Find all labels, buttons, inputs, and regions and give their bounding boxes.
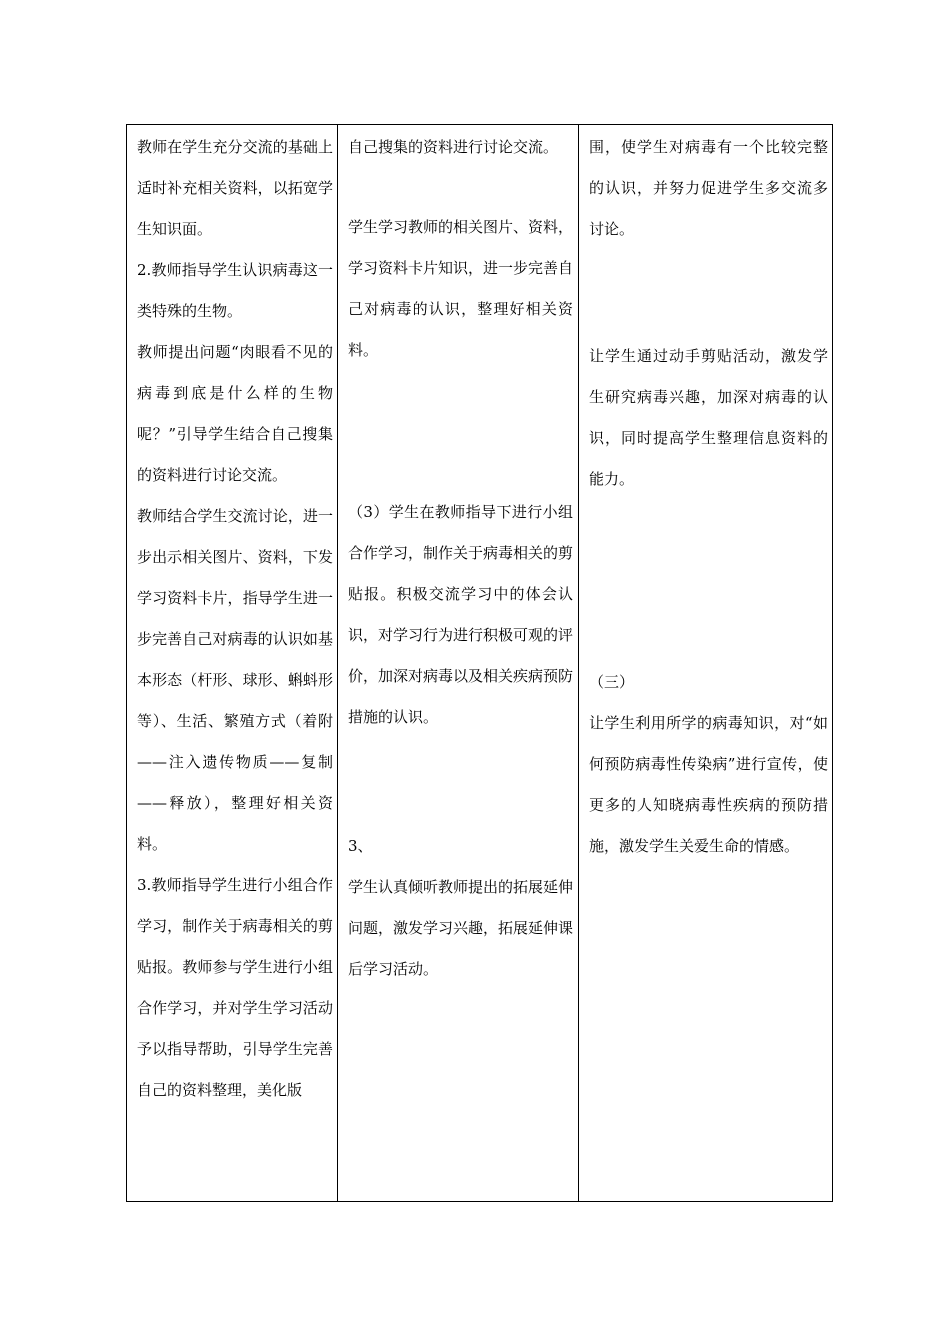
paragraph: 学生认真倾听教师提出的拓展延伸问题，激发学习兴趣，拓展延伸课后学习活动。	[348, 878, 574, 978]
paragraph: 让学生利用所学的病毒知识，对“如何预防病毒性传染病”进行宣传，使更多的人知晓病毒性疾病的预防措施，激发学生关爱生命的情感。	[589, 714, 828, 855]
paragraph: 教师提出问题“肉眼看不见的病毒到底是什么样的生物呢？”引导学生结合自己搜集的资料进行讨论交流。	[137, 343, 333, 484]
paragraph: 教师在学生充分交流的基础上适时补充相关资料，以拓宽学生知识面。	[137, 138, 333, 238]
paragraph: 学生学习教师的相关图片、资料，学习资料卡片知识，进一步完善自己对病毒的认识，整理好相关资料。	[348, 218, 574, 359]
paragraph: （三）	[589, 673, 635, 691]
design-intent-column	[579, 125, 834, 1201]
paragraph: （3）学生在教师指导下进行小组合作学习，制作关于病毒相关的剪贴报。积极交流学习中的体会认识，对学习行为进行积极可观的评价，加深对病毒以及相关疾病预防措施的认识。	[348, 503, 574, 726]
paragraph: 让学生通过动手剪贴活动，激发学生研究病毒兴趣，加深对病毒的认识，同时提高学生整理信息资料的能力。	[589, 347, 828, 488]
teacher-activity-column	[127, 125, 338, 1201]
paragraph: 3、	[348, 837, 373, 855]
lesson-table	[126, 124, 833, 1202]
paragraph: 2.教师指导学生认识病毒这一类特殊的生物。	[137, 261, 333, 320]
paragraph: 自己搜集的资料进行讨论交流。	[348, 138, 559, 156]
paragraph: 3.教师指导学生进行小组合作学习，制作关于病毒相关的剪贴报。教师参与学生进行小组合作学习，并对学生学习活动予以指导帮助，引导学生完善自己的资料整理，美化版	[137, 876, 333, 1099]
paragraph: 教师结合学生交流讨论，进一步出示相关图片、资料，下发学习资料卡片，指导学生进一步完善自己对病毒的认识如基本形态（杆形、球形、蝌蚪形等）、生活、繁殖方式（着附——注入遗传物质——复制——释放），整理好相关资料。	[137, 507, 333, 853]
student-activity-column	[338, 125, 579, 1201]
paragraph: 围，使学生对病毒有一个比较完整的认识，并努力促进学生多交流多讨论。	[589, 138, 828, 238]
